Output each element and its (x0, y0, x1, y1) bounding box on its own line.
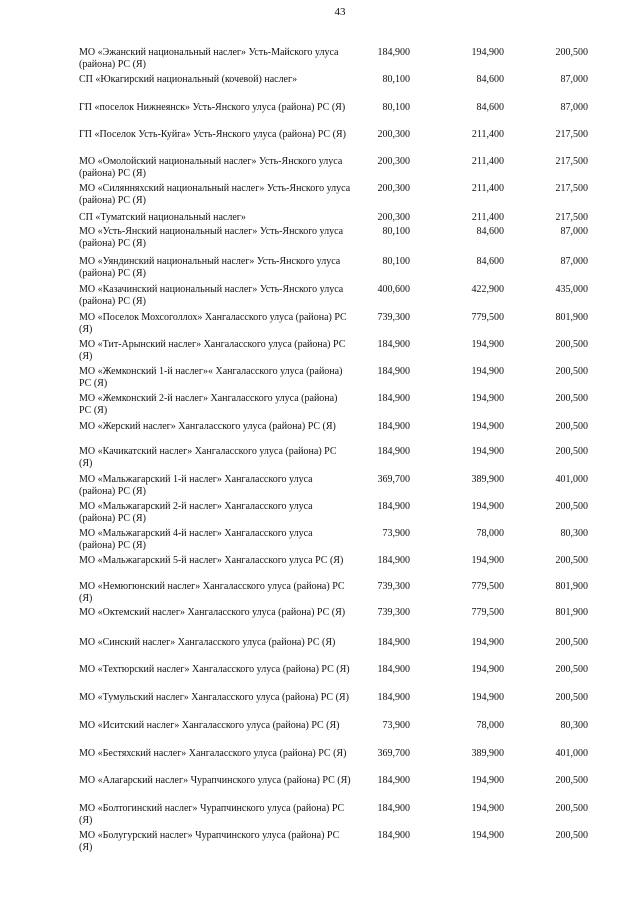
value-col-1: 739,300 (377, 312, 410, 323)
value-col-3: 200,500 (555, 555, 588, 566)
value-col-3: 87,000 (560, 102, 588, 113)
municipality-name: МО «Жерский наслег» Хангаласского улуса (района) РС (Я) (79, 421, 336, 432)
value-col-3: 87,000 (560, 256, 588, 267)
value-col-1: 739,300 (377, 607, 410, 618)
value-col-2: 84,600 (476, 256, 504, 267)
value-col-1: 184,900 (377, 339, 410, 350)
value-col-2: 78,000 (476, 720, 504, 731)
value-col-1: 184,900 (377, 803, 410, 814)
value-col-3: 87,000 (560, 74, 588, 85)
value-col-2: 78,000 (476, 528, 504, 539)
municipality-name: МО «Техтюрский наслег» Хангаласского улуса (района) РС (Я) (79, 664, 350, 675)
value-col-3: 200,500 (555, 47, 588, 58)
value-col-1: 739,300 (377, 581, 410, 592)
value-col-2: 194,900 (471, 421, 504, 432)
municipality-name: МО «Мальжагарский 1-й наслег» Хангаласского улуса (района) РС (Я) (79, 474, 313, 497)
value-col-1: 73,900 (382, 528, 410, 539)
value-col-2: 211,400 (471, 183, 504, 194)
value-col-2: 779,500 (471, 312, 504, 323)
value-col-1: 400,600 (377, 284, 410, 295)
value-col-2: 389,900 (471, 474, 504, 485)
value-col-1: 184,900 (377, 664, 410, 675)
value-col-2: 194,900 (471, 446, 504, 457)
value-col-1: 369,700 (377, 748, 410, 759)
value-col-1: 184,900 (377, 393, 410, 404)
municipality-name: МО «Алагарский наслег» Чурапчинского улуса (района) РС (Я) (79, 775, 351, 786)
municipality-name: МО «Жемконский 1-й наслег»« Хангаласского улуса (района) РС (Я) (79, 366, 343, 389)
page-number: 43 (334, 6, 346, 18)
value-col-3: 80,300 (560, 720, 588, 731)
value-col-2: 194,900 (471, 637, 504, 648)
value-col-2: 779,500 (471, 607, 504, 618)
municipality-name: СП «Юкагирский национальный (кочевой) наслег» (79, 74, 298, 85)
municipality-name: МО «Октемский наслег» Хангаласского улуса (района) РС (Я) (79, 607, 346, 618)
municipality-name: МО «Жемконский 2-й наслег» Хангаласского улуса (района) РС (Я) (79, 393, 338, 416)
value-col-2: 194,900 (471, 339, 504, 350)
value-col-2: 779,500 (471, 581, 504, 592)
municipality-name: МО «Усть-Янский национальный наслег» Усть-Янского улуса (района) РС (Я) (79, 226, 344, 249)
value-col-3: 200,500 (555, 339, 588, 350)
value-col-3: 200,500 (555, 664, 588, 675)
municipality-name: МО «Болугурский наслег» Чурапчинского улуса (района) РС (Я) (79, 830, 340, 853)
value-col-2: 194,900 (471, 501, 504, 512)
value-col-3: 401,000 (555, 474, 588, 485)
value-col-3: 200,500 (555, 637, 588, 648)
value-col-1: 184,900 (377, 775, 410, 786)
value-col-3: 435,000 (555, 284, 588, 295)
value-col-1: 200,300 (377, 129, 410, 140)
municipality-name: МО «Мальжагарский 5-й наслег» Хангаласского улуса РС (Я) (79, 555, 344, 566)
value-col-1: 80,100 (382, 226, 410, 237)
value-col-3: 80,300 (560, 528, 588, 539)
municipality-name: МО «Немюгюнский наслег» Хангаласского улуса (района) РС (Я) (79, 581, 345, 604)
value-col-3: 801,900 (555, 581, 588, 592)
municipality-name: МО «Качикатский наслег» Хангаласского улуса (района) РС (Я) (79, 446, 337, 469)
value-col-2: 194,900 (471, 830, 504, 841)
value-col-1: 184,900 (377, 637, 410, 648)
municipality-name: МО «Мальжагарский 2-й наслег» Хангаласского улуса (района) РС (Я) (79, 501, 313, 524)
municipality-name: ГП «поселок Нижнеянск» Усть-Янского улуса (района) РС (Я) (79, 102, 346, 113)
value-col-2: 194,900 (471, 692, 504, 703)
value-col-1: 184,900 (377, 501, 410, 512)
municipality-name: МО «Казачинский национальный наслег» Усть-Янского улуса (района) РС (Я) (79, 284, 344, 307)
value-col-1: 184,900 (377, 446, 410, 457)
value-col-2: 194,900 (471, 366, 504, 377)
value-col-2: 84,600 (476, 102, 504, 113)
value-col-2: 211,400 (471, 129, 504, 140)
municipality-name: МО «Бестяхский наслег» Хангаласского улуса (района) РС (Я) (79, 748, 347, 759)
value-col-3: 401,000 (555, 748, 588, 759)
value-col-3: 801,900 (555, 607, 588, 618)
value-col-2: 194,900 (471, 555, 504, 566)
value-col-3: 200,500 (555, 366, 588, 377)
municipality-name: МО «Эжанский национальный наслег» Усть-Майского улуса (района) РС (Я) (79, 47, 339, 70)
value-col-3: 801,900 (555, 312, 588, 323)
value-col-2: 211,400 (471, 212, 504, 223)
value-col-2: 194,900 (471, 775, 504, 786)
value-col-3: 200,500 (555, 830, 588, 841)
value-col-1: 184,900 (377, 421, 410, 432)
value-col-1: 73,900 (382, 720, 410, 731)
value-col-3: 200,500 (555, 775, 588, 786)
value-col-1: 80,100 (382, 74, 410, 85)
value-col-1: 200,300 (377, 156, 410, 167)
municipality-name: МО «Мальжагарский 4-й наслег» Хангаласского улуса (района) РС (Я) (79, 528, 313, 551)
value-col-1: 80,100 (382, 102, 410, 113)
value-col-1: 184,900 (377, 366, 410, 377)
value-col-1: 184,900 (377, 692, 410, 703)
municipality-name: МО «Тумульский наслег» Хангаласского улуса (района) РС (Я) (79, 692, 349, 703)
value-col-2: 422,900 (471, 284, 504, 295)
municipality-name: МО «Иситский наслег» Хангаласского улуса (района) РС (Я) (79, 720, 340, 731)
value-col-2: 84,600 (476, 226, 504, 237)
municipality-name: МО «Уяндинский национальный наслег» Усть-Янского улуса (района) РС (Я) (79, 256, 341, 279)
value-col-3: 200,500 (555, 421, 588, 432)
municipality-name: МО «Силянняхский национальный наслег» Усть-Янского улуса (района) РС (Я) (79, 183, 351, 206)
value-col-3: 87,000 (560, 226, 588, 237)
municipality-name: СП «Туматский национальный наслег» (79, 212, 246, 223)
value-col-3: 217,500 (555, 129, 588, 140)
value-col-1: 184,900 (377, 830, 410, 841)
value-col-2: 194,900 (471, 393, 504, 404)
value-col-3: 217,500 (555, 212, 588, 223)
value-col-1: 200,300 (377, 183, 410, 194)
municipality-name: ГП «Поселок Усть-Куйга» Усть-Янского улуса (района) РС (Я) (79, 129, 346, 140)
value-col-3: 200,500 (555, 393, 588, 404)
value-col-1: 184,900 (377, 47, 410, 58)
value-col-3: 217,500 (555, 183, 588, 194)
value-col-3: 200,500 (555, 446, 588, 457)
value-col-1: 184,900 (377, 555, 410, 566)
value-col-1: 80,100 (382, 256, 410, 267)
value-col-2: 194,900 (471, 664, 504, 675)
value-col-3: 200,500 (555, 803, 588, 814)
value-col-3: 200,500 (555, 501, 588, 512)
value-col-1: 369,700 (377, 474, 410, 485)
municipality-name: МО «Болтогинский наслег» Чурапчинского улуса (района) РС (Я) (79, 803, 345, 826)
value-col-3: 217,500 (555, 156, 588, 167)
value-col-2: 194,900 (471, 47, 504, 58)
value-col-3: 200,500 (555, 692, 588, 703)
value-col-1: 200,300 (377, 212, 410, 223)
municipality-name: МО «Поселок Мохсоголлох» Хангаласского улуса (района) РС (Я) (79, 312, 347, 335)
municipality-name: МО «Тит-Арынский наслег» Хангаласского улуса (района) РС (Я) (79, 339, 346, 362)
value-col-2: 84,600 (476, 74, 504, 85)
value-col-2: 194,900 (471, 803, 504, 814)
municipality-name: МО «Синский наслег» Хангаласского улуса (района) РС (Я) (79, 637, 336, 648)
municipality-name: МО «Омолойский национальный наслег» Усть-Янского улуса (района) РС (Я) (79, 156, 343, 179)
value-col-2: 389,900 (471, 748, 504, 759)
value-col-2: 211,400 (471, 156, 504, 167)
